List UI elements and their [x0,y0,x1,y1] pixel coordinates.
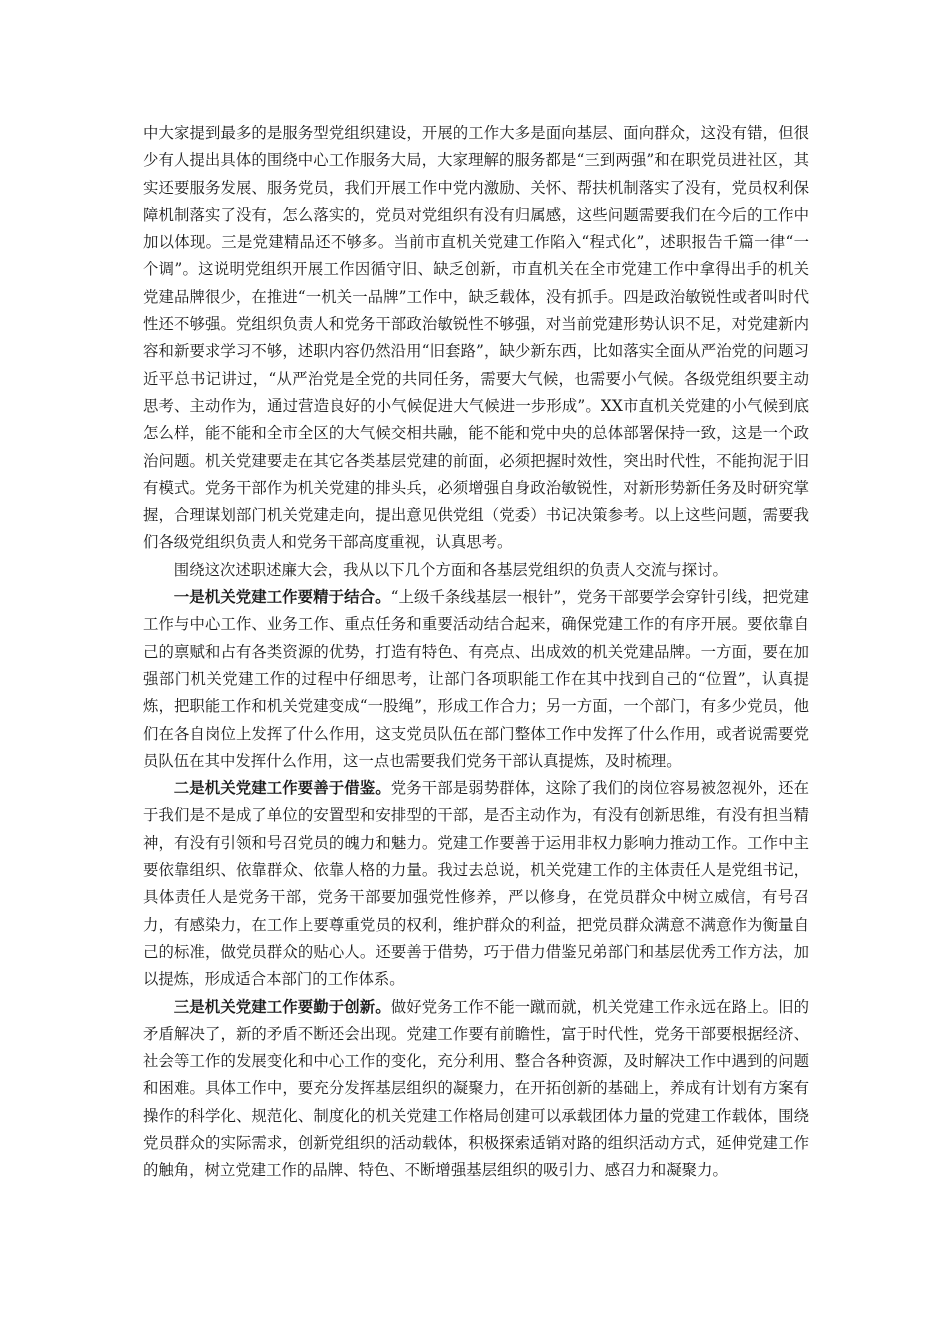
paragraph-text: 中大家提到最多的是服务型党组织建设，开展的工作大多是面向基层、面向群众，这没有错，但很少有人提出具体的围绕中心工作服务大局，大家理解的服务都是“三到两强”和在职党员进社区，其实还要服务发展、服务党员，我们开展工作中党内激励、关怀、帮扶机制落实了没有，党员权利保障机制落实了没有，怎么落实的，党员对党组织有没有归属感，这些问题需要我们在今后的工作中加以体现。三是党建精品还不够多。当前市直机关党建工作陷入“程式化”，述职报告千篇一律“一个调”。这说明党组织开展工作因循守旧、缺乏创新，市直机关在全市党建工作中拿得出手的机关党建品牌很少，在推进“一机关一品牌”工作中，缺乏载体，没有抓手。四是政治敏锐性或者叫时代性还不够强。党组织负责人和党务干部政治敏锐性不够强，对当前党建形势认识不足，对党建新内容和新要求学习不够，述职内容仍然沿用“旧套路”，缺少新东西，比如落实全面从严治党的问题习近平总书记讲过，“从严治党是全党的共同任务，需要大气候，也需要小气候。各级党组织要主动思考、主动作为，通过营造良好的小气候促进大气候进一步形成”。XX市直机关党建的小气候到底怎么样，能不能和全市全区的大气候交相共融，能不能和党中央的总体部署保持一致，这是一个政治问题。机关党建要走在其它各类基层党建的前面，必须把握时效性，突出时代性，不能拘泥于旧有模式。党务干部作为机关党建的排头兵，必须增强自身政治敏锐性，对新形势新任务及时研究掌握，合理谋划部门机关党建走向，提出意见供党组（党委）书记决策参考。以上这些问题，需要我们各级党组织负责人和党务干部高度重视，认真思考。 [143,124,809,552]
paragraph-lead: 三是机关党建工作要勤于创新。 [173,997,391,1016]
paragraph-text: 党务干部是弱势群体，这除了我们的岗位容易被忽视外，还在于我们是不是成了单位的安置型和安排型的干部，是否主动作为，有没有创新思维，有没有担当精神，有没有引领和号召党员的魄力和魅力。党建工作要善于运用非权力影响力推动工作。工作中主要依靠组织、依靠群众、依靠人格的力量。我过去总说，机关党建工作的主体责任人是党组书记，具体责任人是党务干部，党务干部要加强党性修养，严以修身，在党员群众中树立威信，有号召力，有感染力，在工作上要尊重党员的权利，维护群众的利益，把党员群众满意不满意作为衡量自己的标准，做党员群众的贴心人。还要善于借势，巧于借力借鉴兄弟部门和基层优秀工作方法，加以提炼，形成适合本部门的工作体系。 [143,779,809,989]
paragraph-point-two [143,775,809,993]
paragraph-text: 围绕这次述职述廉大会，我从以下几个方面和各基层党组织的负责人交流与探讨。 [173,560,728,579]
paragraph-continuation [143,120,809,557]
paragraph-lead: 二是机关党建工作要善于借鉴。 [173,779,391,798]
paragraph-point-one [143,584,809,775]
paragraph-point-three [143,994,809,1185]
paragraph-intro [143,557,809,584]
paragraph-text: “上级千条线基层一根针”，党务干部要学会穿针引线，把党建工作与中心工作、业务工作、重点任务和重要活动结合起来，确保党建工作的有序开展。要依靠自己的禀赋和占有各类资源的优势，打造有特色、有亮点、出成效的机关党建品牌。一方面，要在加强部门机关党建工作的过程中仔细思考，让部门各项职能工作在其中找到自己的“位置”，认真提炼，把职能工作和机关党建变成“一股绳”，形成工作合力；另一方面，一个部门，有多少党员，他们在各自岗位上发挥了什么作用，这支党员队伍在部门整体工作中发挥了什么作用，或者说需要党员队伍在其中发挥什么作用，这一点也需要我们党务干部认真提炼，及时梳理。 [143,588,809,770]
paragraph-lead: 一是机关党建工作要精于结合。 [173,588,391,607]
paragraph-text: 做好党务工作不能一蹴而就，机关党建工作永远在路上。旧的矛盾解决了，新的矛盾不断还会出现。党建工作要有前瞻性，富于时代性，党务干部要根据经济、社会等工作的发展变化和中心工作的变化，充分利用、整合各种资源，及时解决工作中遇到的问题和困难。具体工作中，要充分发挥基层组织的凝聚力，在开拓创新的基础上，养成有计划有方案有操作的科学化、规范化、制度化的机关党建工作格局创建可以承载团体力量的党建工作载体，围绕党员群众的实际需求，创新党组织的活动载体，积极探索适销对路的组织活动方式，延伸党建工作的触角，树立党建工作的品牌、特色、不断增强基层组织的吸引力、感召力和凝聚力。 [143,997,809,1180]
document-page [143,120,809,1185]
